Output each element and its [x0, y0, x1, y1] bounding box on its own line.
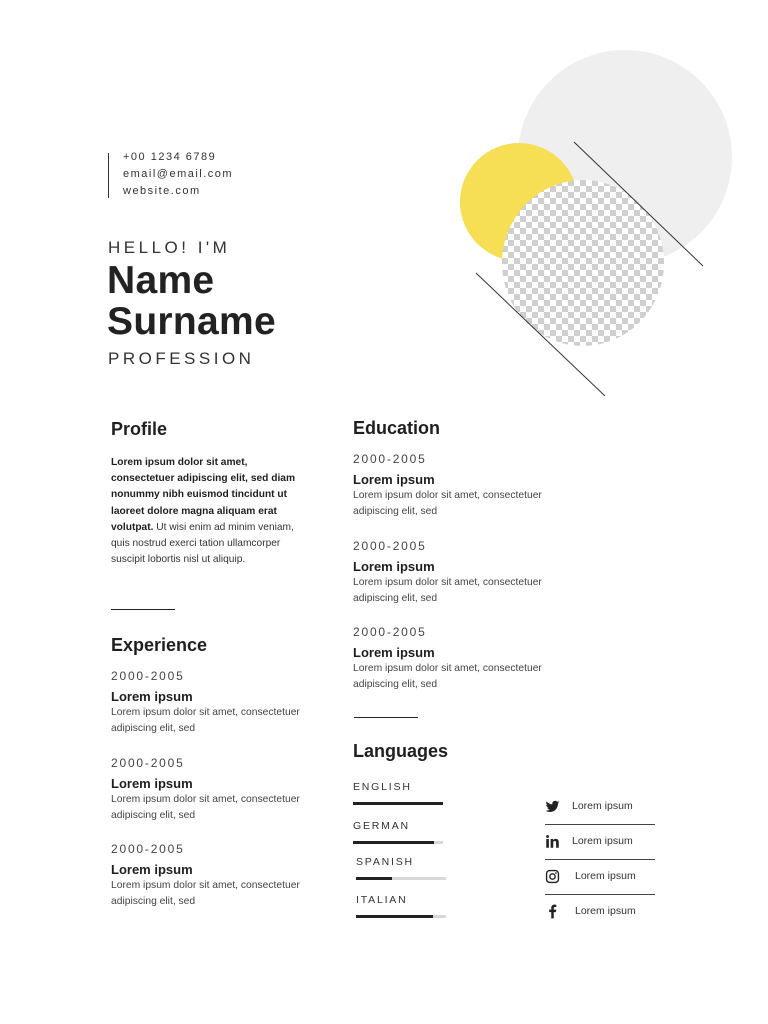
profession: PROFESSION [108, 349, 255, 368]
language-italian [356, 893, 446, 918]
education-item [353, 624, 573, 693]
education-years: 2000-2005 [353, 452, 427, 466]
language-name: GERMAN [353, 820, 410, 832]
education-item [353, 451, 573, 520]
education-heading: Education [353, 418, 441, 438]
experience-item [111, 755, 331, 824]
profile-text [111, 455, 311, 568]
language-level-bar [356, 915, 446, 918]
languages-heading: Languages [353, 741, 449, 761]
social-label: Lorem ipsum [575, 905, 636, 917]
first-name: Name [107, 259, 215, 302]
experience-title: Lorem ipsum [111, 862, 193, 877]
education-years: 2000-2005 [353, 539, 427, 553]
social-divider [545, 859, 655, 860]
language-name: ENGLISH [353, 781, 412, 793]
linkedin-icon [545, 834, 560, 849]
experience-item [111, 841, 331, 910]
experience-title: Lorem ipsum [111, 689, 193, 704]
experience-years: 2000-2005 [111, 756, 185, 770]
language-name: SPANISH [356, 856, 414, 868]
language-level-bar [356, 877, 446, 880]
experience-title: Lorem ipsum [111, 776, 193, 791]
experience-item [111, 668, 331, 737]
social-linkedin[interactable] [545, 828, 655, 854]
education-title: Lorem ipsum [353, 559, 435, 574]
language-level-fill [356, 877, 392, 880]
social-divider [545, 824, 655, 825]
experience-years: 2000-2005 [111, 842, 185, 856]
twitter-icon [545, 799, 560, 814]
social-instagram[interactable] [545, 863, 655, 889]
education-description: Lorem ipsum dolor sit amet, consectetuer adipiscing elit, sed [353, 577, 542, 604]
last-name: Surname [107, 300, 276, 343]
social-label: Lorem ipsum [572, 800, 633, 812]
contact-email[interactable]: email@email.com [123, 168, 234, 180]
language-english [353, 780, 443, 805]
education-divider [354, 717, 418, 718]
profile-text-bold: Lorem ipsum dolor sit amet, consectetuer adipiscing elit, sed diam nonummy nibh euismod tincidunt ut laoreet dolore magna aliquam erat volutpat. [111, 457, 295, 533]
language-level-bar [353, 802, 443, 805]
language-level-fill [353, 802, 443, 805]
education-description: Lorem ipsum dolor sit amet, consectetuer adipiscing elit, sed [353, 490, 542, 517]
social-label: Lorem ipsum [572, 835, 633, 847]
experience-years: 2000-2005 [111, 669, 185, 683]
experience-description: Lorem ipsum dolor sit amet, consectetuer adipiscing elit, sed [111, 707, 300, 734]
profile-heading: Profile [111, 419, 168, 439]
experience-description: Lorem ipsum dolor sit amet, consectetuer adipiscing elit, sed [111, 880, 300, 907]
decorative-lines [470, 140, 720, 400]
contact-phone[interactable]: +00 1234 6789 [123, 151, 217, 163]
profile-divider [111, 609, 175, 610]
social-divider [545, 894, 655, 895]
social-facebook[interactable] [545, 898, 655, 924]
contact-website[interactable]: website.com [123, 185, 201, 197]
language-spanish [356, 855, 446, 880]
instagram-icon [545, 869, 560, 884]
language-name: ITALIAN [356, 894, 408, 906]
education-title: Lorem ipsum [353, 645, 435, 660]
language-level-fill [353, 841, 434, 844]
education-title: Lorem ipsum [353, 472, 435, 487]
education-years: 2000-2005 [353, 625, 427, 639]
contact-divider [108, 153, 109, 198]
language-german [353, 819, 443, 844]
education-description: Lorem ipsum dolor sit amet, consectetuer adipiscing elit, sed [353, 663, 542, 690]
experience-heading: Experience [111, 635, 208, 655]
language-level-bar [353, 841, 443, 844]
experience-description: Lorem ipsum dolor sit amet, consectetuer adipiscing elit, sed [111, 794, 300, 821]
language-level-fill [356, 915, 433, 918]
profile-text-regular: Ut wisi enim ad minim veniam, quis nostrud exerci tation ullamcorper suscipit lobortis nisl ut aliquip. [111, 521, 294, 566]
facebook-icon [545, 904, 560, 919]
social-label: Lorem ipsum [575, 870, 636, 882]
greeting: HELLO! I'M [108, 238, 231, 257]
social-twitter[interactable] [545, 793, 655, 819]
education-item [353, 538, 573, 607]
